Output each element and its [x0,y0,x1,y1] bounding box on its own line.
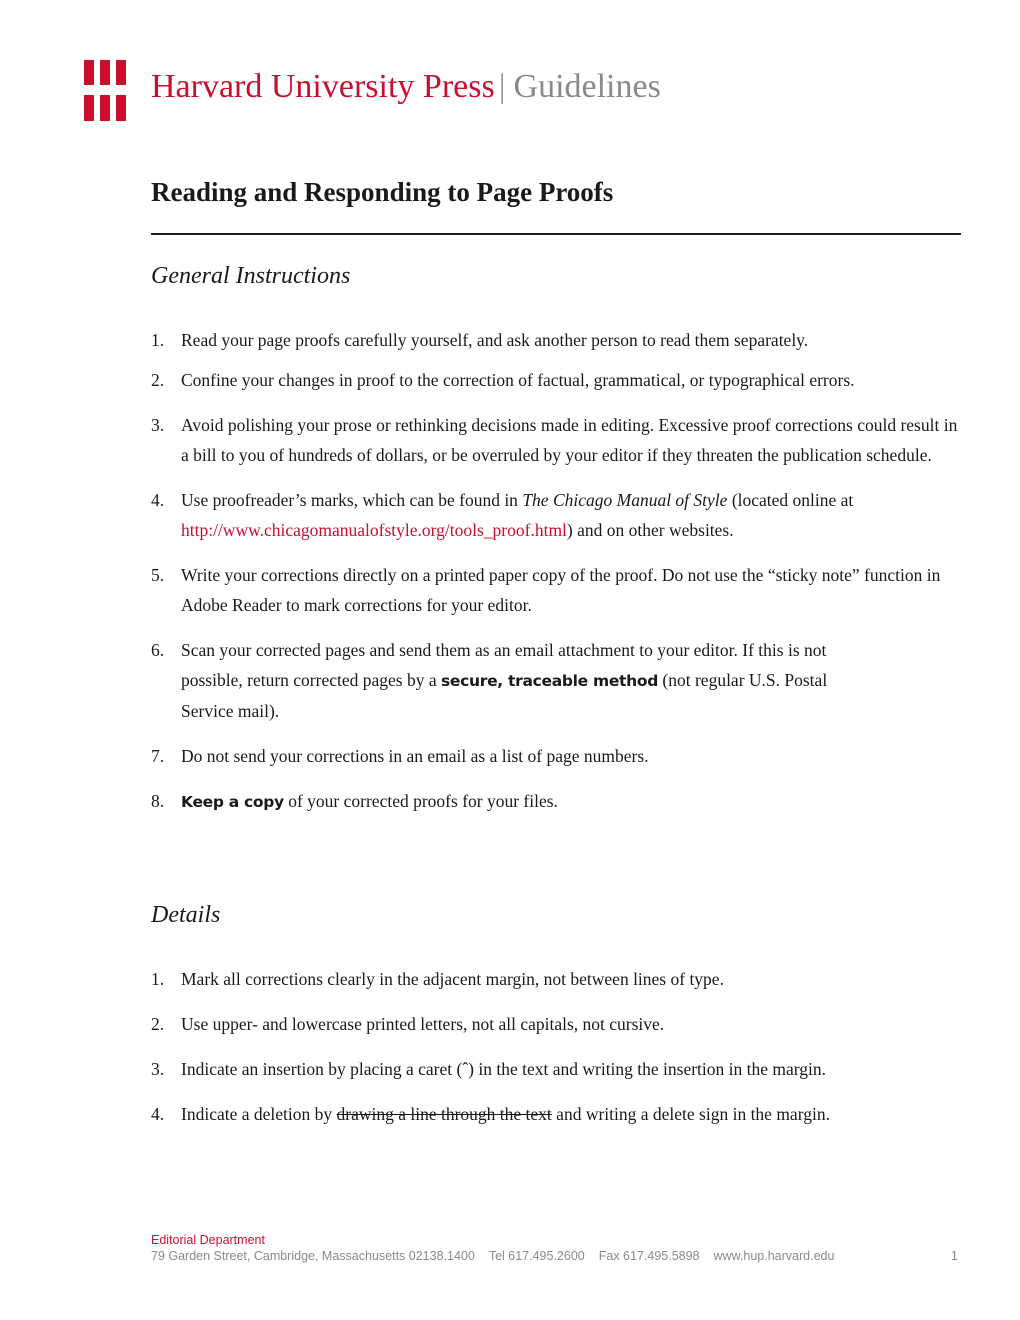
footer-contact [151,1249,848,1263]
emphasis-text: Keep a copy [181,793,284,811]
book-title: The Chicago Manual of Style [522,490,728,510]
item-text-part: and writing a delete sign in the margin. [551,1104,830,1124]
list-item [151,1099,961,1129]
footer-fax: Fax 617.495.5898 [598,1249,700,1263]
list-item [151,365,961,395]
list-item [151,635,961,726]
publisher-name: Harvard University Press [151,68,495,105]
list-item [151,1009,961,1039]
details-list [151,964,961,1129]
item-number: 8. [151,791,165,811]
item-text-part: Scan your corrected pages and send them as an email attachment to your editor. If this is not possible, return corrected pages by a [181,640,827,690]
item-number: 1. [151,969,165,989]
item-text-part: of your corrected proofs for your files. [283,791,558,811]
list-item [151,741,961,771]
item-text-part: Indicate a deletion by [181,1104,337,1124]
list-item [151,786,961,817]
page-number: 1 [951,1249,958,1263]
brand-header [151,70,661,104]
item-text: Indicate an insertion by placing a caret (ˆ) in the text and writing the insertion in the margin. [181,1059,827,1079]
item-number: 3. [151,1059,165,1079]
item-number: 5. [151,565,165,585]
list-item [151,560,961,620]
item-number: 2. [151,1014,165,1034]
item-text: Read your page proofs carefully yourself, and ask another person to read them separately. [181,330,809,350]
item-text-part: (located online at [727,490,854,510]
item-text: Write your corrections directly on a printed paper copy of the proof. Do not use the “sticky note” function in Adobe Reader to mark corrections for your editor. [181,565,941,615]
item-text: Confine your changes in proof to the correction of factual, grammatical, or typographical errors. [181,370,855,390]
list-item [151,410,961,470]
item-number: 4. [151,1104,165,1124]
item-text-part: ) and on other websites. [566,520,734,540]
footer-website-link[interactable]: www.hup.harvard.edu [713,1249,835,1263]
footer-tel: Tel 617.495.2600 [488,1249,585,1263]
list-item [151,1054,961,1084]
item-number: 6. [151,640,165,660]
item-text: Do not send your corrections in an email as a list of page numbers. [181,746,649,766]
page-title: Reading and Responding to Page Proofs [151,177,614,207]
general-instructions-heading: General Instructions [151,263,351,289]
list-item [151,325,961,355]
item-text: Use upper- and lowercase printed letters, not all capitals, not cursive. [181,1014,665,1034]
item-text: Mark all corrections clearly in the adjacent margin, not between lines of type. [181,969,724,989]
item-number: 1. [151,330,165,350]
item-number: 3. [151,415,165,435]
hup-logo-icon [84,60,126,121]
footer-department: Editorial Department [151,1233,265,1247]
list-item [151,485,961,545]
title-divider [151,233,961,235]
item-number: 7. [151,746,165,766]
details-heading: Details [151,902,221,928]
item-text-part: (not regular U.S. Postal Service mail). [181,670,828,721]
emphasis-text: secure, traceable method [440,672,659,690]
footer-address: 79 Garden Street, Cambridge, Massachusetts 02138.1400 [151,1249,475,1263]
chicago-manual-link[interactable]: http://www.chicagomanualofstyle.org/tools_proof.html [181,520,567,540]
general-instructions-list [151,325,961,817]
series-name: Guidelines [513,68,661,105]
strikethrough-example: drawing a line through the text [336,1104,552,1124]
item-text: Avoid polishing your prose or rethinking decisions made in editing. Excessive proof corrections could result in a bill to you of hundreds of dollars, or be overruled by your editor if they threaten the publication schedule. [181,415,958,465]
item-number: 2. [151,370,165,390]
brand-separator: | [498,68,506,105]
item-number: 4. [151,490,165,510]
list-item [151,964,961,994]
item-text-part: Use proofreader’s marks, which can be found in [181,490,523,510]
